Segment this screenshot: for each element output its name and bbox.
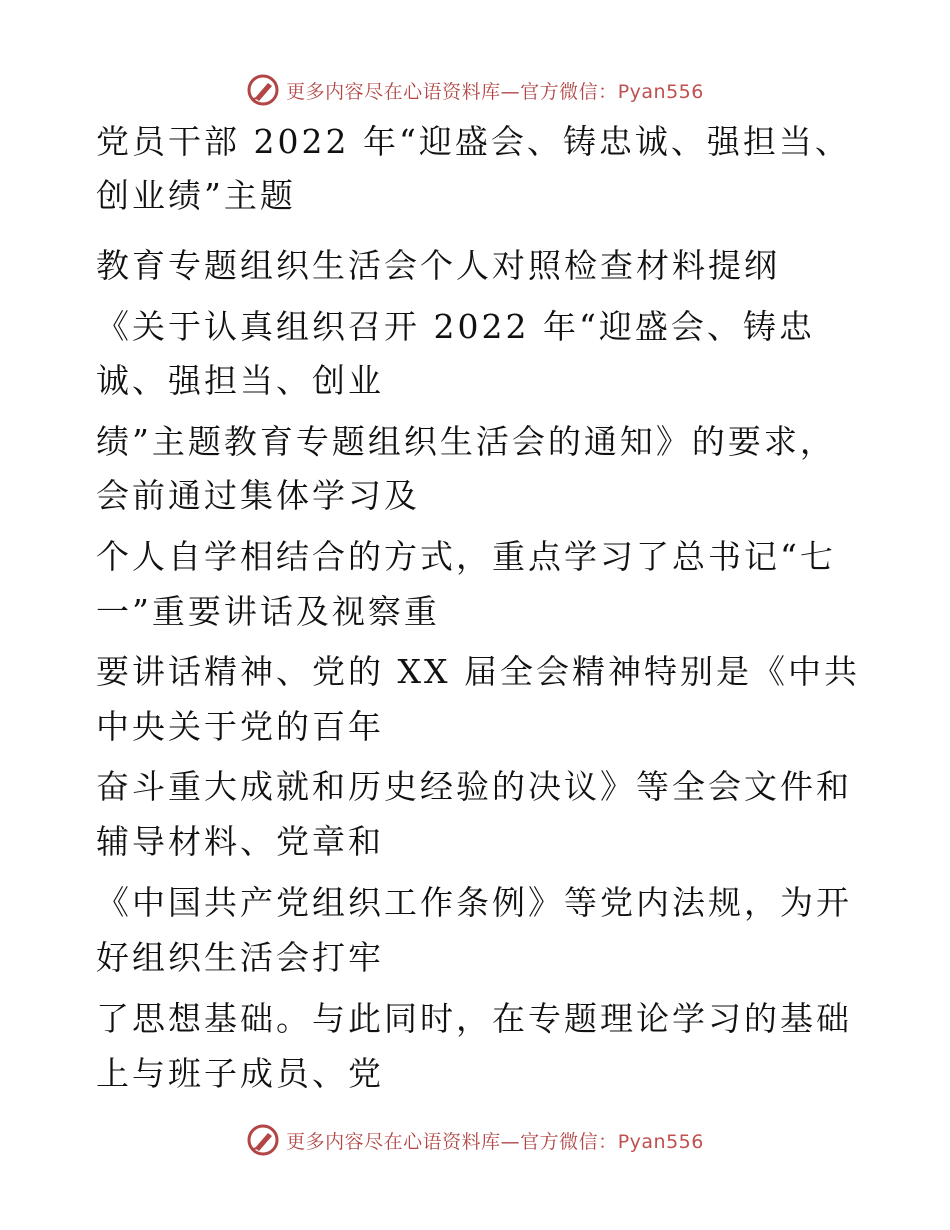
footer-watermark [0, 1120, 950, 1160]
watermark-dash: — [500, 80, 521, 103]
doc-line: 个人自学相结合的方式，重点学习了总书记“七 [96, 537, 836, 576]
doc-line: 上与班子成员、党 [96, 1054, 384, 1093]
doc-line: 《关于认真组织召开 2022 年“迎盛会、铸忠 [96, 307, 815, 346]
doc-line: 会前通过集体学习及 [96, 476, 420, 515]
doc-line: 好组织生活会打牢 [96, 938, 384, 977]
watermark-text [286, 1127, 704, 1154]
doc-line: 创业绩”主题 [96, 176, 296, 215]
doc-line: 一”重要讲话及视察重 [96, 592, 440, 631]
pen-circle-logo-icon [246, 1123, 280, 1157]
pen-circle-logo-icon [246, 73, 280, 107]
watermark-wechat-id: Pyan556 [617, 1130, 704, 1153]
doc-line: 党员干部 2022 年“迎盛会、铸忠诚、强担当、 [96, 122, 851, 161]
watermark-wechat-label: 官方微信： [520, 80, 618, 103]
doc-line: 中央关于党的百年 [96, 707, 384, 746]
doc-line: 绩”主题教育专题组织生活会的通知》的要求， [96, 422, 836, 461]
doc-line: 辅导材料、党章和 [96, 822, 384, 861]
watermark-dash: — [500, 1130, 521, 1153]
header-watermark [0, 70, 950, 110]
watermark-site-name: 更多内容尽在心语资料库 [286, 1130, 501, 1153]
watermark-wechat-id: Pyan556 [617, 80, 704, 103]
watermark-wechat-label: 官方微信： [520, 1130, 618, 1153]
doc-line: 教育专题组织生活会个人对照检查材料提纲 [96, 246, 780, 285]
doc-line: 诚、强担当、创业 [96, 361, 384, 400]
doc-line: 要讲话精神、党的 XX 届全会精神特别是《中共 [96, 652, 860, 691]
doc-line: 《中国共产党组织工作条例》等党内法规，为开 [96, 883, 852, 922]
watermark-text [286, 77, 704, 104]
doc-line: 奋斗重大成就和历史经验的决议》等全会文件和 [96, 767, 852, 806]
doc-line: 了思想基础。与此同时，在专题理论学习的基础 [96, 999, 852, 1038]
watermark-site-name: 更多内容尽在心语资料库 [286, 80, 501, 103]
